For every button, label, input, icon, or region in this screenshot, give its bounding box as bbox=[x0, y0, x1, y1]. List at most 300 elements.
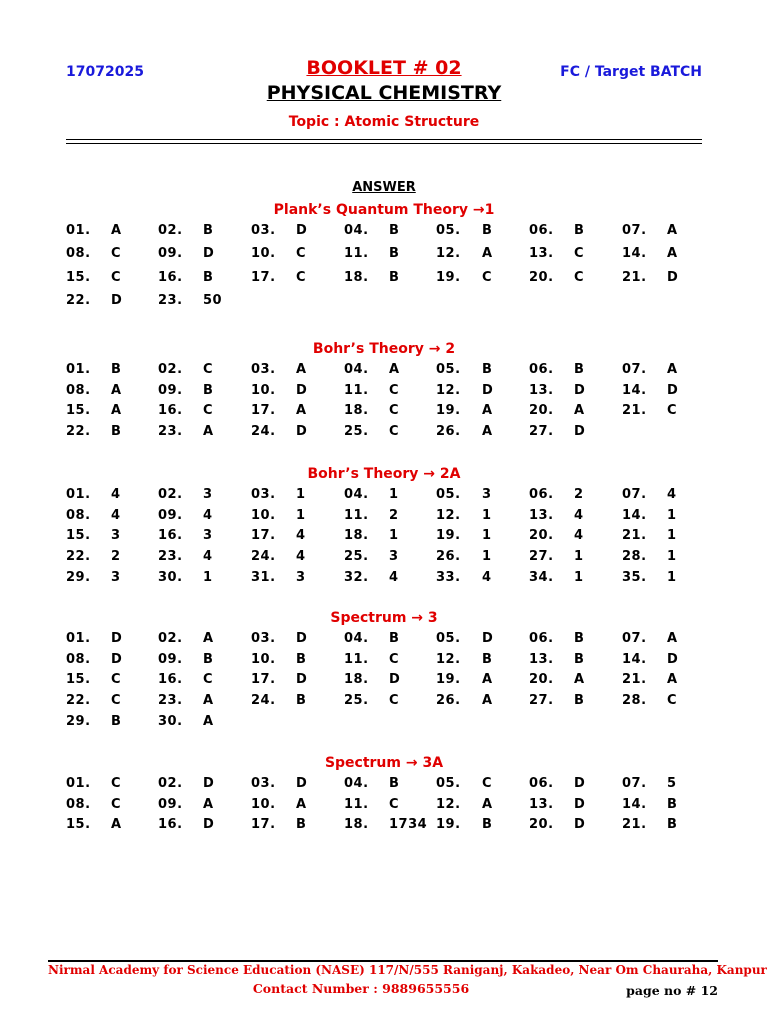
question-number: 21. bbox=[622, 403, 647, 419]
question-number: 18. bbox=[344, 403, 369, 419]
answer-value: B bbox=[203, 651, 214, 667]
question-number: 22. bbox=[66, 693, 91, 709]
question-number: 15. bbox=[66, 672, 91, 688]
question-number: 16. bbox=[158, 403, 183, 419]
question-number: 07. bbox=[622, 487, 647, 502]
answer-value: 50 bbox=[203, 292, 223, 308]
answer-value: A bbox=[482, 424, 493, 440]
answer-value: A bbox=[482, 693, 493, 709]
question-number: 05. bbox=[436, 362, 461, 377]
answer-value: A bbox=[574, 403, 585, 419]
question-number: 09. bbox=[158, 382, 183, 398]
question-number: 06. bbox=[529, 631, 554, 646]
answer-value: C bbox=[203, 403, 214, 419]
question-number: 21. bbox=[622, 817, 647, 833]
answer-value: D bbox=[667, 382, 679, 398]
question-number: 18. bbox=[344, 817, 369, 833]
answer-row bbox=[0, 291, 768, 314]
answer-value: B bbox=[482, 223, 493, 238]
answer-value: 3 bbox=[203, 528, 213, 544]
answer-value: B bbox=[389, 269, 400, 285]
answer-value: C bbox=[111, 672, 122, 688]
question-number: 25. bbox=[344, 424, 369, 440]
question-number: 28. bbox=[622, 693, 647, 709]
question-number: 09. bbox=[158, 246, 183, 262]
question-number: 26. bbox=[436, 424, 461, 440]
question-number: 03. bbox=[251, 362, 276, 377]
answer-value: C bbox=[482, 269, 493, 285]
question-number: 07. bbox=[622, 362, 647, 377]
answer-value: 4 bbox=[111, 487, 121, 502]
question-number: 02. bbox=[158, 223, 183, 238]
question-number: 14. bbox=[622, 796, 647, 812]
question-number: 20. bbox=[529, 403, 554, 419]
question-number: 17. bbox=[251, 672, 276, 688]
answer-value: D bbox=[667, 269, 679, 285]
answer-value: D bbox=[482, 631, 494, 646]
answer-value: C bbox=[111, 693, 122, 709]
answer-value: 4 bbox=[667, 487, 677, 502]
answer-section bbox=[0, 199, 768, 314]
answer-value: A bbox=[296, 362, 307, 377]
question-number: 27. bbox=[529, 693, 554, 709]
answer-row bbox=[0, 815, 768, 836]
answer-value: 2 bbox=[389, 507, 399, 523]
answer-row bbox=[0, 485, 768, 506]
answer-section bbox=[0, 607, 768, 732]
answer-value: A bbox=[667, 362, 678, 377]
answer-row bbox=[0, 401, 768, 422]
question-number: 01. bbox=[66, 223, 91, 238]
question-number: 16. bbox=[158, 269, 183, 285]
question-number: 03. bbox=[251, 223, 276, 238]
answer-row bbox=[0, 795, 768, 816]
answer-value: A bbox=[111, 817, 122, 833]
answer-value: A bbox=[574, 672, 585, 688]
question-number: 26. bbox=[436, 549, 461, 565]
question-number: 17. bbox=[251, 528, 276, 544]
answer-value: D bbox=[203, 776, 215, 791]
booklet-title: BOOKLET # 02 bbox=[306, 57, 462, 79]
answer-value: A bbox=[389, 362, 400, 377]
answer-value: C bbox=[389, 651, 400, 667]
answer-value: C bbox=[111, 269, 122, 285]
question-number: 02. bbox=[158, 631, 183, 646]
section-title: Spectrum → 3A bbox=[324, 755, 444, 771]
answer-value: A bbox=[296, 403, 307, 419]
question-number: 11. bbox=[344, 507, 369, 523]
question-number: 17. bbox=[251, 403, 276, 419]
answer-value: 4 bbox=[574, 528, 584, 544]
question-number: 01. bbox=[66, 487, 91, 502]
question-number: 16. bbox=[158, 672, 183, 688]
question-number: 15. bbox=[66, 403, 91, 419]
answer-value: D bbox=[482, 382, 494, 398]
question-number: 12. bbox=[436, 651, 461, 667]
question-number: 15. bbox=[66, 817, 91, 833]
answer-value: B bbox=[296, 817, 307, 833]
question-number: 03. bbox=[251, 487, 276, 502]
answer-value: B bbox=[203, 223, 214, 238]
answer-row bbox=[0, 268, 768, 291]
answer-value: C bbox=[111, 246, 122, 262]
answer-value: A bbox=[203, 424, 214, 440]
question-number: 19. bbox=[436, 528, 461, 544]
question-number: 24. bbox=[251, 693, 276, 709]
answer-heading: ANSWER bbox=[352, 180, 416, 195]
answer-value: C bbox=[482, 776, 493, 791]
answer-value: A bbox=[203, 796, 214, 812]
question-number: 02. bbox=[158, 487, 183, 502]
answer-value: C bbox=[111, 796, 122, 812]
answer-row bbox=[0, 629, 768, 650]
answer-value: B bbox=[111, 713, 122, 729]
answer-value: C bbox=[203, 362, 214, 377]
question-number: 06. bbox=[529, 223, 554, 238]
answer-value: 2 bbox=[574, 487, 584, 502]
question-number: 07. bbox=[622, 223, 647, 238]
question-number: 30. bbox=[158, 569, 183, 585]
answer-value: 1 bbox=[389, 528, 399, 544]
answer-row bbox=[0, 422, 768, 443]
question-number: 02. bbox=[158, 776, 183, 791]
answer-value: 3 bbox=[111, 569, 121, 585]
answer-value: B bbox=[389, 246, 400, 262]
answer-row bbox=[0, 547, 768, 568]
question-number: 14. bbox=[622, 246, 647, 262]
answer-row bbox=[0, 691, 768, 712]
question-number: 13. bbox=[529, 246, 554, 262]
question-number: 01. bbox=[66, 776, 91, 791]
question-number: 25. bbox=[344, 549, 369, 565]
question-number: 24. bbox=[251, 549, 276, 565]
question-number: 07. bbox=[622, 631, 647, 646]
answer-value: 4 bbox=[482, 569, 492, 585]
answer-section bbox=[0, 752, 768, 836]
answer-value: C bbox=[667, 403, 678, 419]
answer-value: D bbox=[203, 246, 215, 262]
question-number: 14. bbox=[622, 651, 647, 667]
answer-value: B bbox=[482, 817, 493, 833]
answer-value: A bbox=[203, 631, 214, 646]
answer-value: 3 bbox=[482, 487, 492, 502]
answer-value: B bbox=[667, 817, 678, 833]
answer-value: 3 bbox=[111, 528, 121, 544]
answer-row bbox=[0, 526, 768, 547]
question-number: 02. bbox=[158, 362, 183, 377]
question-number: 14. bbox=[622, 507, 647, 523]
header-divider bbox=[66, 139, 702, 144]
section-title: Bohr’s Theory → 2 bbox=[312, 341, 456, 357]
answer-row bbox=[0, 360, 768, 381]
question-number: 18. bbox=[344, 269, 369, 285]
question-number: 23. bbox=[158, 292, 183, 308]
question-number: 22. bbox=[66, 424, 91, 440]
question-number: 21. bbox=[622, 269, 647, 285]
answer-value: A bbox=[111, 403, 122, 419]
question-number: 12. bbox=[436, 246, 461, 262]
answer-value: C bbox=[389, 403, 400, 419]
answer-value: B bbox=[389, 631, 400, 646]
question-number: 29. bbox=[66, 569, 91, 585]
answer-value: B bbox=[667, 796, 678, 812]
question-number: 13. bbox=[529, 507, 554, 523]
answer-value: D bbox=[574, 424, 586, 440]
answer-value: B bbox=[389, 223, 400, 238]
question-number: 17. bbox=[251, 269, 276, 285]
answer-row bbox=[0, 381, 768, 402]
answer-value: 1734 bbox=[389, 817, 428, 833]
answer-value: 4 bbox=[203, 507, 213, 523]
answer-value: D bbox=[574, 817, 586, 833]
answer-value: C bbox=[111, 776, 122, 791]
answer-value: 1 bbox=[389, 487, 399, 502]
answer-value: 1 bbox=[482, 528, 492, 544]
answer-value: A bbox=[111, 223, 122, 238]
question-number: 11. bbox=[344, 246, 369, 262]
question-number: 10. bbox=[251, 507, 276, 523]
answer-value: 4 bbox=[203, 549, 213, 565]
answer-row bbox=[0, 244, 768, 267]
answer-value: B bbox=[482, 362, 493, 377]
question-number: 23. bbox=[158, 693, 183, 709]
answer-value: D bbox=[203, 817, 215, 833]
question-number: 08. bbox=[66, 382, 91, 398]
footer-contact: Contact Number : 9889655556 bbox=[252, 981, 470, 996]
question-number: 24. bbox=[251, 424, 276, 440]
section-title: Plank’s Quantum Theory →1 bbox=[273, 202, 495, 218]
question-number: 05. bbox=[436, 631, 461, 646]
answer-value: D bbox=[111, 631, 123, 646]
question-number: 29. bbox=[66, 713, 91, 729]
answer-value: 5 bbox=[667, 776, 677, 791]
answer-row bbox=[0, 712, 768, 733]
answer-value: B bbox=[203, 382, 214, 398]
answer-value: A bbox=[667, 672, 678, 688]
answer-value: D bbox=[296, 382, 308, 398]
question-number: 19. bbox=[436, 672, 461, 688]
question-number: 15. bbox=[66, 528, 91, 544]
answer-value: 3 bbox=[296, 569, 306, 585]
question-number: 04. bbox=[344, 776, 369, 791]
answer-value: 3 bbox=[203, 487, 213, 502]
question-number: 03. bbox=[251, 776, 276, 791]
answer-row bbox=[0, 670, 768, 691]
answer-value: C bbox=[296, 246, 307, 262]
answer-value: 1 bbox=[574, 549, 584, 565]
question-number: 19. bbox=[436, 403, 461, 419]
question-number: 35. bbox=[622, 569, 647, 585]
answer-value: 4 bbox=[296, 549, 306, 565]
subject-title: PHYSICAL CHEMISTRY bbox=[266, 82, 502, 104]
question-number: 01. bbox=[66, 362, 91, 377]
answer-value: B bbox=[296, 693, 307, 709]
question-number: 04. bbox=[344, 631, 369, 646]
question-number: 10. bbox=[251, 796, 276, 812]
question-number: 23. bbox=[158, 424, 183, 440]
question-number: 06. bbox=[529, 362, 554, 377]
answer-value: A bbox=[482, 403, 493, 419]
answer-value: C bbox=[389, 796, 400, 812]
answer-value: A bbox=[667, 631, 678, 646]
answer-value: 4 bbox=[296, 528, 306, 544]
question-number: 19. bbox=[436, 817, 461, 833]
question-number: 30. bbox=[158, 713, 183, 729]
question-number: 09. bbox=[158, 796, 183, 812]
answer-section bbox=[0, 338, 768, 443]
answer-value: 1 bbox=[482, 549, 492, 565]
question-number: 11. bbox=[344, 796, 369, 812]
answer-value: 1 bbox=[667, 569, 677, 585]
question-number: 16. bbox=[158, 528, 183, 544]
answer-value: C bbox=[296, 269, 307, 285]
answer-value: B bbox=[111, 424, 122, 440]
answer-value: B bbox=[203, 269, 214, 285]
question-number: 22. bbox=[66, 549, 91, 565]
answer-value: D bbox=[296, 223, 308, 238]
answer-value: B bbox=[574, 631, 585, 646]
question-number: 12. bbox=[436, 382, 461, 398]
answer-value: B bbox=[574, 651, 585, 667]
question-number: 09. bbox=[158, 651, 183, 667]
page-number: page no # 12 bbox=[626, 983, 718, 998]
answer-value: D bbox=[389, 672, 401, 688]
answer-value: C bbox=[389, 693, 400, 709]
footer-divider bbox=[48, 960, 718, 962]
question-number: 23. bbox=[158, 549, 183, 565]
answer-value: 1 bbox=[667, 549, 677, 565]
question-number: 34. bbox=[529, 569, 554, 585]
answer-value: C bbox=[667, 693, 678, 709]
answer-value: A bbox=[482, 796, 493, 812]
topic-label: Topic : Atomic Structure bbox=[288, 114, 480, 130]
answer-value: C bbox=[574, 246, 585, 262]
question-number: 13. bbox=[529, 796, 554, 812]
section-title: Bohr’s Theory → 2A bbox=[307, 466, 461, 482]
answer-value: 1 bbox=[296, 507, 306, 523]
answer-value: D bbox=[296, 776, 308, 791]
answer-row bbox=[0, 568, 768, 589]
question-number: 08. bbox=[66, 507, 91, 523]
answer-value: 3 bbox=[389, 549, 399, 565]
answer-row bbox=[0, 221, 768, 244]
question-number: 10. bbox=[251, 651, 276, 667]
header-date: 17072025 bbox=[66, 64, 144, 80]
question-number: 04. bbox=[344, 223, 369, 238]
question-number: 31. bbox=[251, 569, 276, 585]
answer-value: B bbox=[574, 693, 585, 709]
question-number: 12. bbox=[436, 507, 461, 523]
answer-value: A bbox=[667, 246, 678, 262]
question-number: 09. bbox=[158, 507, 183, 523]
answer-section bbox=[0, 463, 768, 588]
answer-value: A bbox=[111, 382, 122, 398]
answer-value: 1 bbox=[667, 507, 677, 523]
answer-row bbox=[0, 506, 768, 527]
answer-value: 1 bbox=[482, 507, 492, 523]
question-number: 32. bbox=[344, 569, 369, 585]
question-number: 14. bbox=[622, 382, 647, 398]
question-number: 20. bbox=[529, 269, 554, 285]
question-number: 21. bbox=[622, 672, 647, 688]
answer-value: A bbox=[203, 693, 214, 709]
question-number: 07. bbox=[622, 776, 647, 791]
answer-value: D bbox=[574, 776, 586, 791]
footer-address: Nirmal Academy for Science Education (NASE) 117/N/555 Raniganj, Kakadeo, Near Om Chauraha, Kanpur bbox=[48, 963, 767, 977]
question-number: 05. bbox=[436, 487, 461, 502]
answer-value: 1 bbox=[296, 487, 306, 502]
answer-value: D bbox=[296, 631, 308, 646]
answer-value: D bbox=[296, 424, 308, 440]
question-number: 25. bbox=[344, 693, 369, 709]
answer-value: B bbox=[389, 776, 400, 791]
batch-label: FC / Target BATCH bbox=[560, 64, 702, 80]
answer-value: B bbox=[111, 362, 122, 377]
answer-value: D bbox=[296, 672, 308, 688]
question-number: 06. bbox=[529, 487, 554, 502]
question-number: 15. bbox=[66, 269, 91, 285]
answer-value: 4 bbox=[389, 569, 399, 585]
question-number: 10. bbox=[251, 382, 276, 398]
answer-value: 4 bbox=[574, 507, 584, 523]
answer-value: 1 bbox=[667, 528, 677, 544]
question-number: 04. bbox=[344, 487, 369, 502]
question-number: 22. bbox=[66, 292, 91, 308]
answer-value: 4 bbox=[111, 507, 121, 523]
answer-value: 1 bbox=[574, 569, 584, 585]
answer-row bbox=[0, 650, 768, 671]
question-number: 18. bbox=[344, 528, 369, 544]
answer-value: A bbox=[482, 246, 493, 262]
question-number: 20. bbox=[529, 528, 554, 544]
question-number: 13. bbox=[529, 382, 554, 398]
answer-value: D bbox=[111, 651, 123, 667]
question-number: 08. bbox=[66, 796, 91, 812]
question-number: 17. bbox=[251, 817, 276, 833]
question-number: 27. bbox=[529, 549, 554, 565]
section-title: Spectrum → 3 bbox=[330, 610, 438, 626]
question-number: 26. bbox=[436, 693, 461, 709]
answer-value: 2 bbox=[111, 549, 121, 565]
question-number: 01. bbox=[66, 631, 91, 646]
question-number: 11. bbox=[344, 651, 369, 667]
answer-value: D bbox=[574, 796, 586, 812]
answer-value: B bbox=[296, 651, 307, 667]
answer-value: 1 bbox=[203, 569, 213, 585]
answer-value: A bbox=[482, 672, 493, 688]
question-number: 08. bbox=[66, 246, 91, 262]
question-number: 27. bbox=[529, 424, 554, 440]
answer-value: C bbox=[203, 672, 214, 688]
question-number: 18. bbox=[344, 672, 369, 688]
question-number: 06. bbox=[529, 776, 554, 791]
answer-value: C bbox=[389, 424, 400, 440]
question-number: 20. bbox=[529, 817, 554, 833]
question-number: 13. bbox=[529, 651, 554, 667]
question-number: 05. bbox=[436, 223, 461, 238]
question-number: 16. bbox=[158, 817, 183, 833]
answer-value: D bbox=[111, 292, 123, 308]
answer-value: A bbox=[296, 796, 307, 812]
question-number: 11. bbox=[344, 382, 369, 398]
answer-value: B bbox=[574, 362, 585, 377]
question-number: 21. bbox=[622, 528, 647, 544]
answer-value: B bbox=[482, 651, 493, 667]
question-number: 05. bbox=[436, 776, 461, 791]
answer-value: C bbox=[574, 269, 585, 285]
answer-value: D bbox=[574, 382, 586, 398]
question-number: 08. bbox=[66, 651, 91, 667]
